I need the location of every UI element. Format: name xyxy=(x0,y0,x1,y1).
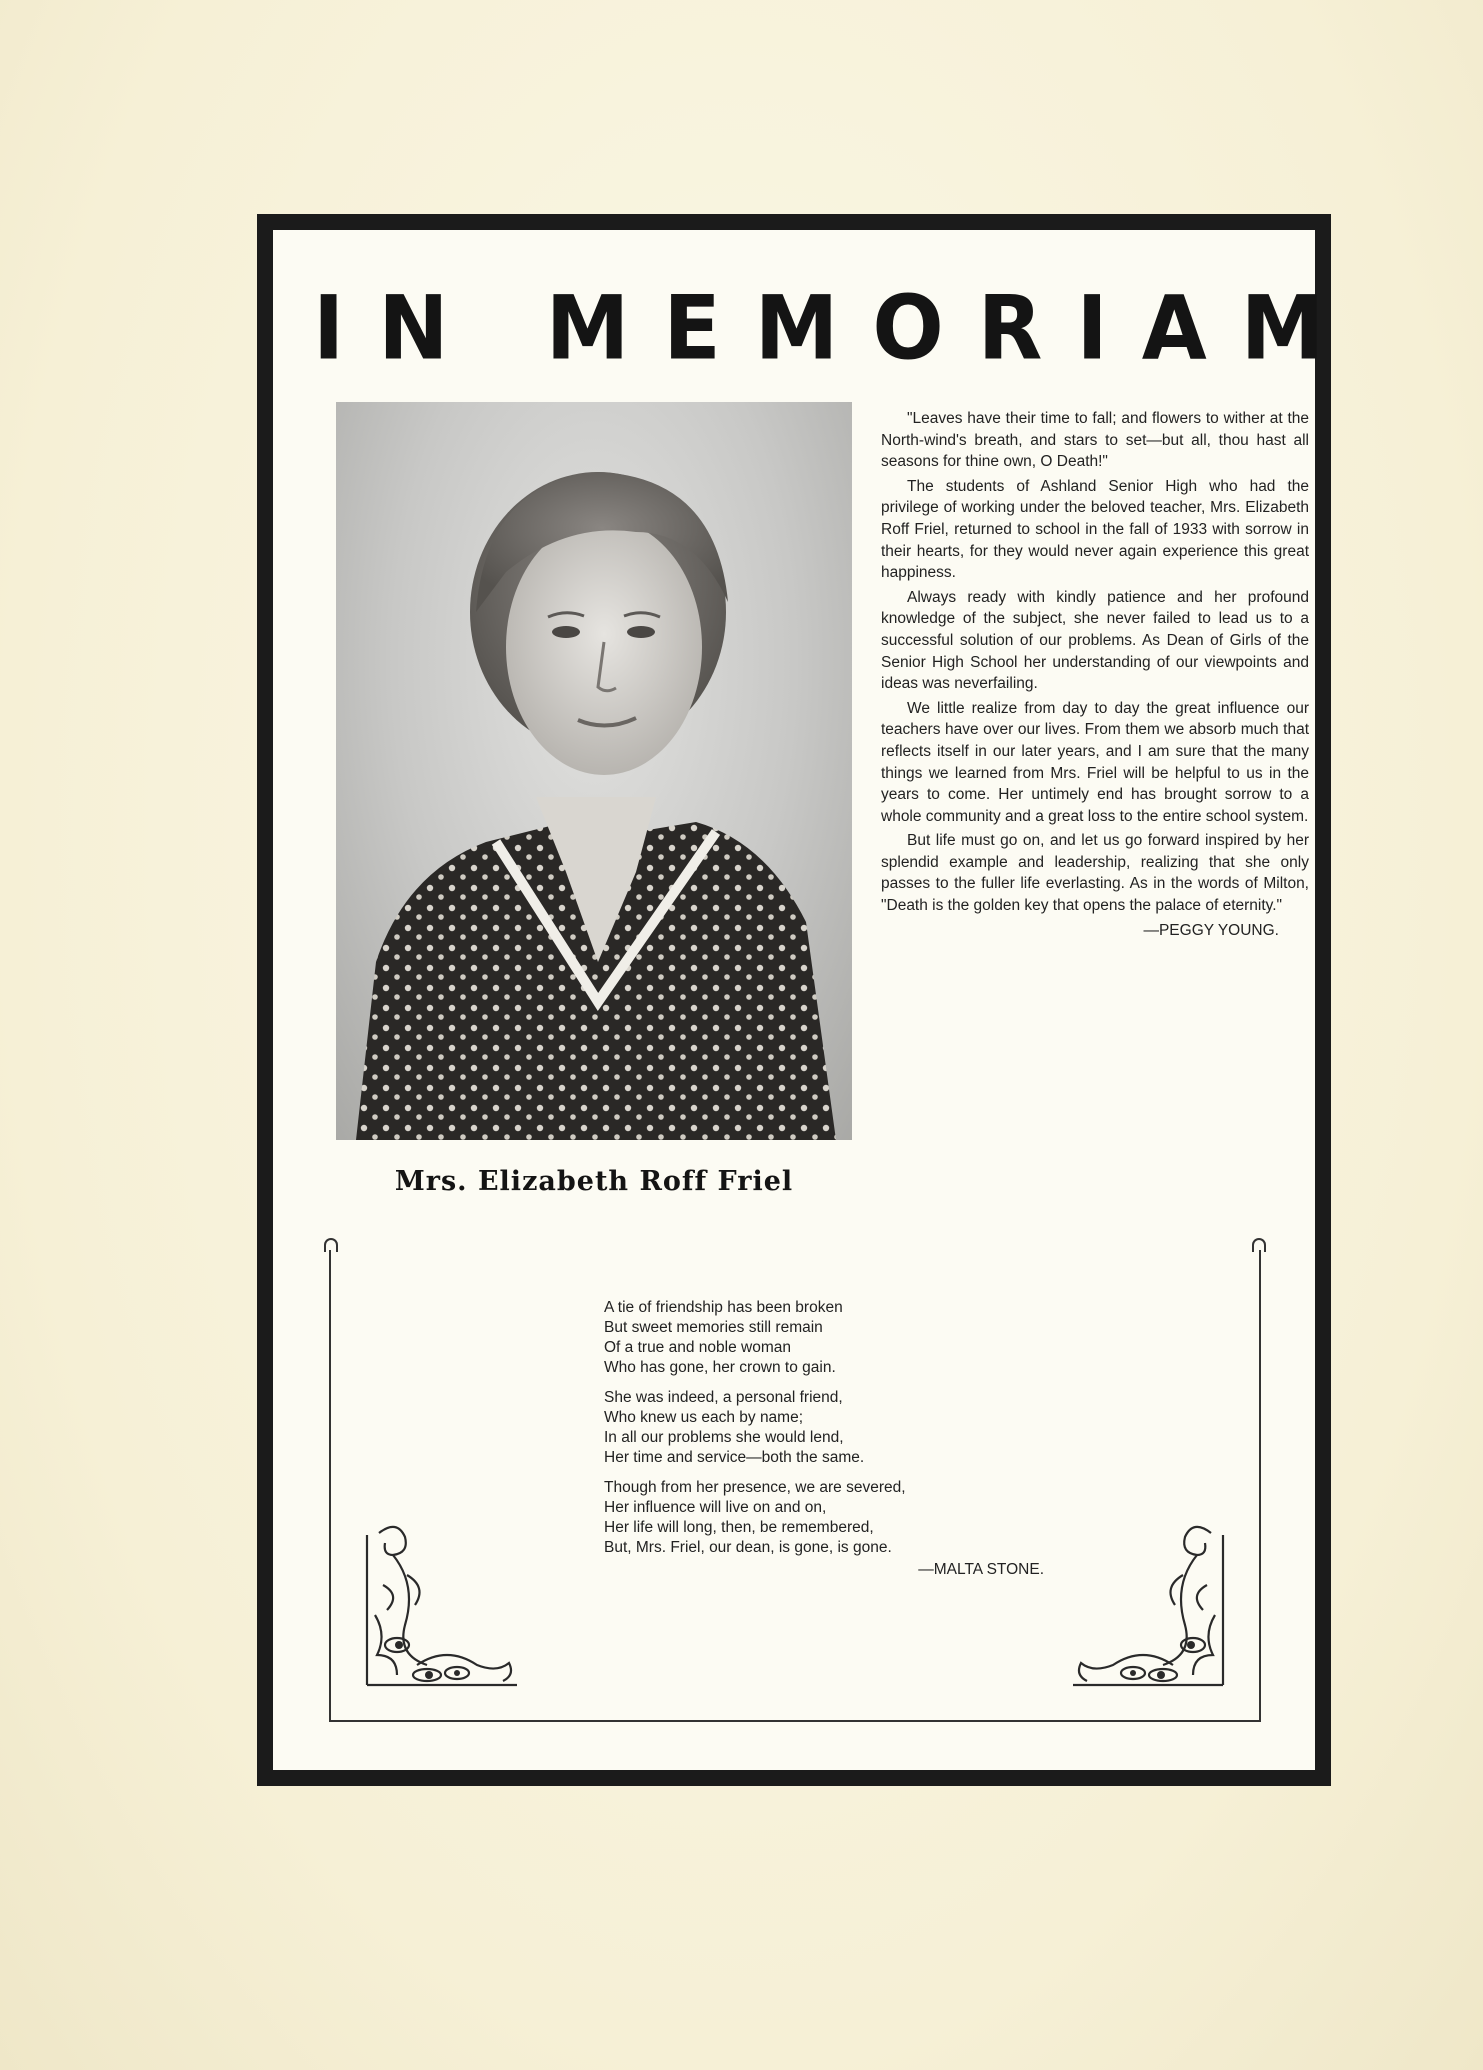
memorial-poem xyxy=(604,1298,1044,1580)
poem-line: Though from her presence, we are severed, xyxy=(604,1479,906,1496)
essay-paragraph: The students of Ashland Senior High who had the privilege of working under the beloved teacher, Mrs. Elizabeth Roff Friel, returned to school in the fall of 1933 with sorrow in their hearts, for they would never again experience this great happiness. xyxy=(881,477,1309,582)
memorial-frame xyxy=(257,214,1359,1786)
poem-line: She was indeed, a personal friend, xyxy=(604,1389,843,1406)
poem-line: Who knew us each by name; xyxy=(604,1409,804,1426)
poem-stanza xyxy=(604,1388,1044,1468)
poem-stanza xyxy=(604,1298,1044,1378)
portrait-caption: Mrs. Elizabeth Roff Friel xyxy=(394,1166,794,1197)
memorial-panel xyxy=(273,230,1359,1770)
poem-line: Her influence will live on and on, xyxy=(604,1499,827,1516)
portrait-photo xyxy=(336,402,852,1140)
essay-paragraph: Always ready with kindly patience and her profound knowledge of the subject, she never failed to lead us to a successful solution of our problems. As Dean of Girls of the Senior High School her understanding of our viewpoints and ideas was neverfailing. xyxy=(881,588,1309,693)
page-title: IN MEMORIAM xyxy=(313,276,1359,380)
poem-line: But sweet memories still remain xyxy=(604,1319,823,1336)
essay-paragraph: We little realize from day to day the great influence our teachers have over our lives. From them we absorb much that reflects itself in our later years, and I am sure that the many things we learned from Mrs. Friel will be helpful to us in the years to come. Her untimely end has brought sorrow to a whole community and a great loss to the entire school system. xyxy=(881,699,1309,825)
essay-quote: "Leaves have their time to fall; and flowers to wither at the North-wind's breath, and stars to set—but all, thou hast all seasons for thine own, O Death!" xyxy=(881,410,1309,471)
poem-stanza xyxy=(604,1478,1044,1558)
essay-paragraph: But life must go on, and let us go forward inspired by her splendid example and leadership, realizing that she only passes to the fuller life everlasting. As in the words of Milton, "Death is the golden key that opens the palace of eternity." xyxy=(881,832,1309,915)
poem-line: In all our problems she would lend, xyxy=(604,1429,844,1446)
poem-line: Her time and service—both the same. xyxy=(604,1449,865,1466)
poem-signature: —MALTA STONE. xyxy=(918,1561,1044,1578)
corner-finial-icon xyxy=(324,1238,338,1252)
right-floral-ornament-icon xyxy=(1063,1515,1233,1695)
poem-line: Of a true and noble woman xyxy=(604,1339,791,1356)
corner-finial-icon xyxy=(1252,1238,1266,1252)
memorial-essay xyxy=(881,408,1309,944)
poem-line: But, Mrs. Friel, our dean, is gone, is gone. xyxy=(604,1539,892,1556)
left-floral-ornament-icon xyxy=(357,1515,527,1695)
poem-line: Her life will long, then, be remembered, xyxy=(604,1519,874,1536)
poem-line: A tie of friendship has been broken xyxy=(604,1299,843,1316)
essay-signature: —PEGGY YOUNG. xyxy=(1143,921,1279,939)
poem-line: Who has gone, her crown to gain. xyxy=(604,1359,836,1376)
poem-box xyxy=(329,1250,1261,1722)
